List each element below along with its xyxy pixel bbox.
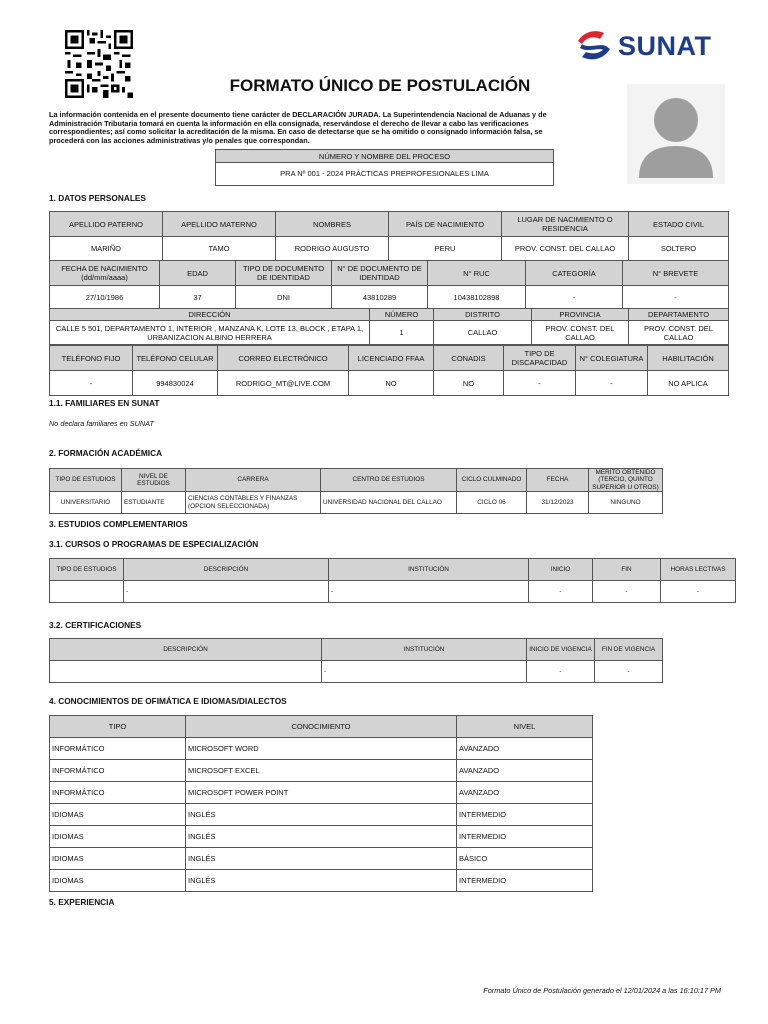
personal-table-2	[49, 260, 729, 309]
value-cell: INTERMEDIO	[457, 826, 593, 848]
value-cell: RODRIGO_MT@LIVE.COM	[218, 371, 349, 396]
value-cell: UNIVERSIDAD NACIONAL DEL CALLAO	[321, 492, 457, 514]
value-cell: BÁSICO	[457, 848, 593, 870]
process-label: NÚMERO Y NOMBRE DEL PROCESO	[216, 150, 553, 163]
value-cell: 37	[160, 286, 236, 309]
header-cell: DESCRIPCIÓN	[124, 559, 329, 581]
value-cell: -	[124, 581, 329, 603]
photo-placeholder	[627, 84, 725, 184]
value-cell: TAMO	[163, 237, 276, 261]
header-cell: CICLO CULMINADO	[457, 469, 527, 492]
header-cell: CONADIS	[434, 346, 504, 371]
value-cell: CALLE 5 501, DEPARTAMENTO 1, INTERIOR , MANZANA K, LOTE 13, BLOCK , ETAPA 1, URBANIZACION ALBINO HERRERA	[50, 321, 370, 345]
header-cell: LUGAR DE NACIMIENTO O RESIDENCIA	[502, 212, 629, 237]
section-knowledge-title: 4. CONOCIMIENTOS DE OFIMÁTICA E IDIOMAS/DIALECTOS	[49, 696, 287, 706]
value-cell: NO APLICA	[648, 371, 729, 396]
table-row	[50, 804, 593, 826]
value-cell: NO	[434, 371, 504, 396]
value-cell: MICROSOFT POWER POINT	[186, 782, 457, 804]
value-cell: INFORMÁTICO	[50, 782, 186, 804]
value-cell: ESTUDIANTE	[122, 492, 186, 514]
value-cell: NINGUNO	[589, 492, 663, 514]
process-value: PRA Nº 001 - 2024 PRÁCTICAS PREPROFESIONALES LIMA	[280, 169, 489, 178]
value-cell: 27/10/1986	[50, 286, 160, 309]
table-row	[50, 826, 593, 848]
header-cell: INICIO DE VIGENCIA	[527, 639, 595, 661]
user-silhouette-icon	[627, 84, 725, 184]
page-title: FORMATO ÚNICO DE POSTULACIÓN	[229, 76, 531, 95]
header-cell: PROVINCIA	[532, 309, 629, 321]
header-cell: TIPO DE ESTUDIOS	[50, 469, 122, 492]
value-cell: MICROSOFT WORD	[186, 738, 457, 760]
logo-text: SUNAT	[618, 30, 712, 61]
header-cell: APELLIDO PATERNO	[50, 212, 163, 237]
value-cell: PROV. CONST. DEL CALLAO	[502, 237, 629, 261]
table-row	[50, 760, 593, 782]
header-cell: N° DE DOCUMENTO DE IDENTIDAD	[332, 261, 428, 286]
personal-table-4	[49, 345, 729, 396]
value-cell: -	[529, 581, 593, 603]
header-cell: N° COLEGIATURA	[576, 346, 648, 371]
header-cell: INSTITUCIÓN	[329, 559, 529, 581]
header-cell: FIN	[593, 559, 661, 581]
value-cell: -	[329, 581, 529, 603]
header-cell: N° BREVETE	[623, 261, 729, 286]
section-certifications-title: 3.2. CERTIFICACIONES	[49, 620, 142, 630]
family-note: No declara familiares en SUNAT	[49, 419, 154, 428]
header-cell: CORREO ELECTRÓNICO	[218, 346, 349, 371]
value-cell: 994830024	[133, 371, 218, 396]
header-cell: DISTRITO	[434, 309, 532, 321]
value-cell: NO	[349, 371, 434, 396]
value-cell: INFORMÁTICO	[50, 760, 186, 782]
table-row	[50, 870, 593, 892]
value-cell: 1	[370, 321, 434, 345]
header-cell: HABILITACIÓN	[648, 346, 729, 371]
header-cell: NOMBRES	[276, 212, 389, 237]
value-cell: IDIOMAS	[50, 870, 186, 892]
table-row	[50, 738, 593, 760]
value-cell: IDIOMAS	[50, 804, 186, 826]
header-cell: TIPO	[50, 716, 186, 738]
header-cell: TELÉFONO FIJO	[50, 346, 133, 371]
value-cell: INGLÉS	[186, 870, 457, 892]
legal-notice: La información contenida en el presente documento tiene carácter de DECLARACIÓN JURADA. La Superintendencia Nacional de Aduanas y de Administración Tributaria tomará en cuenta la información en ella consignada, reservándose el derecho de llevar a cabo las verificaciones correspondientes; así como solicitar la acreditación de la misma. En caso de detectarse que se ha omitido o consignado información falsa, se procederá con las acciones administrativas y/o penales que correspondan.	[49, 110, 547, 145]
header-cell: NIVEL DE ESTUDIOS	[122, 469, 186, 492]
header-cell: DEPARTAMENTO	[629, 309, 729, 321]
value-cell: RODRIGO AUGUSTO	[276, 237, 389, 261]
personal-table-3	[49, 308, 729, 345]
header-cell: N° RUC	[428, 261, 526, 286]
value-cell: -	[593, 581, 661, 603]
sunat-emblem-icon	[574, 27, 614, 65]
value-cell: INGLÉS	[186, 848, 457, 870]
process-box	[215, 149, 554, 186]
header-cell: ESTADO CIVIL	[629, 212, 729, 237]
footer-generated: Formato Único de Postulación generado el 12/01/2024 a las 16:10:17 PM	[483, 986, 721, 995]
header-cell: FECHA	[527, 469, 589, 492]
section-complementary-title: 3. ESTUDIOS COMPLEMENTARIOS	[49, 519, 188, 529]
value-cell: CIENCIAS CONTABLES Y FINANZAS (OPCION SELECCIONADA)	[186, 492, 321, 514]
header-cell: DESCRIPCIÓN	[50, 639, 322, 661]
section-education-title: 2. FORMACIÓN ACADÉMICA	[49, 448, 163, 458]
value-cell: INGLÉS	[186, 804, 457, 826]
value-cell: AVANZADO	[457, 782, 593, 804]
value-cell: INTERMEDIO	[457, 870, 593, 892]
header-cell: FIN DE VIGENCIA	[595, 639, 663, 661]
header-cell: INICIO	[529, 559, 593, 581]
value-cell: MARIÑO	[50, 237, 163, 261]
header-cell: PAÍS DE NACIMIENTO	[389, 212, 502, 237]
section-personal-title: 1. DATOS PERSONALES	[49, 193, 146, 203]
value-cell: 43810289	[332, 286, 428, 309]
header-cell: DIRECCIÓN	[50, 309, 370, 321]
value-cell: AVANZADO	[457, 760, 593, 782]
value-cell: AVANZADO	[457, 738, 593, 760]
header-cell: FECHA DE NACIMIENTO (dd/mm/aaaa)	[50, 261, 160, 286]
value-cell: -	[322, 661, 527, 683]
value-cell: -	[576, 371, 648, 396]
header-cell: MÉRITO OBTENIDO (TERCIO, QUINTO SUPERIOR U OTROS)	[589, 469, 663, 492]
value-cell: PROV. CONST. DEL CALLAO	[532, 321, 629, 345]
header-cell: NÚMERO	[370, 309, 434, 321]
header-cell: CATEGORÍA	[526, 261, 623, 286]
courses-table	[49, 558, 736, 603]
knowledge-table	[49, 715, 593, 892]
personal-table-1	[49, 211, 729, 261]
value-cell: -	[661, 581, 736, 603]
header-cell: CENTRO DE ESTUDIOS	[321, 469, 457, 492]
value-cell: IDIOMAS	[50, 826, 186, 848]
value-cell: -	[623, 286, 729, 309]
header-cell: EDAD	[160, 261, 236, 286]
value-cell: SOLTERO	[629, 237, 729, 261]
value-cell: INGLÉS	[186, 826, 457, 848]
table-row	[50, 848, 593, 870]
value-cell: 31/12/2023	[527, 492, 589, 514]
value-cell: INFORMÁTICO	[50, 738, 186, 760]
header-cell: TIPO DE DOCUMENTO DE IDENTIDAD	[236, 261, 332, 286]
education-table	[49, 468, 663, 514]
value-cell: PERU	[389, 237, 502, 261]
value-cell: 10438102898	[428, 286, 526, 309]
header-cell: CONOCIMIENTO	[186, 716, 457, 738]
value-cell: -	[504, 371, 576, 396]
header-cell: TELÉFONO CELULAR	[133, 346, 218, 371]
header-cell: APELLIDO MATERNO	[163, 212, 276, 237]
value-cell: DNI	[236, 286, 332, 309]
value-cell: IDIOMAS	[50, 848, 186, 870]
table-row	[50, 782, 593, 804]
header-cell: HORAS LECTIVAS	[661, 559, 736, 581]
value-cell: -	[526, 286, 623, 309]
header-cell: TIPO DE DISCAPACIDAD	[504, 346, 576, 371]
header-cell: TIPO DE ESTUDIOS	[50, 559, 124, 581]
value-cell: -	[50, 371, 133, 396]
header-cell: INSTITUCIÓN	[322, 639, 527, 661]
section-experience-title: 5. EXPERIENCIA	[49, 897, 115, 907]
value-cell: CICLO 06	[457, 492, 527, 514]
header-cell: CARRERA	[186, 469, 321, 492]
value-cell: MICROSOFT EXCEL	[186, 760, 457, 782]
value-cell: CALLAO	[434, 321, 532, 345]
section-family-title: 1.1. FAMILIARES EN SUNAT	[49, 398, 160, 408]
value-cell: UNIVERSITARIO	[50, 492, 122, 514]
certifications-table	[49, 638, 663, 683]
header-cell: NIVEL	[457, 716, 593, 738]
sunat-logo	[574, 26, 724, 66]
value-cell: INTERMEDIO	[457, 804, 593, 826]
value-cell: -	[595, 661, 663, 683]
value-cell: -	[527, 661, 595, 683]
value-cell	[50, 661, 322, 683]
header-cell: LICENCIADO FFAA	[349, 346, 434, 371]
section-courses-title: 3.1. CURSOS O PROGRAMAS DE ESPECIALIZACIÓN	[49, 539, 259, 549]
value-cell: PROV. CONST. DEL CALLAO	[629, 321, 729, 345]
value-cell	[50, 581, 124, 603]
